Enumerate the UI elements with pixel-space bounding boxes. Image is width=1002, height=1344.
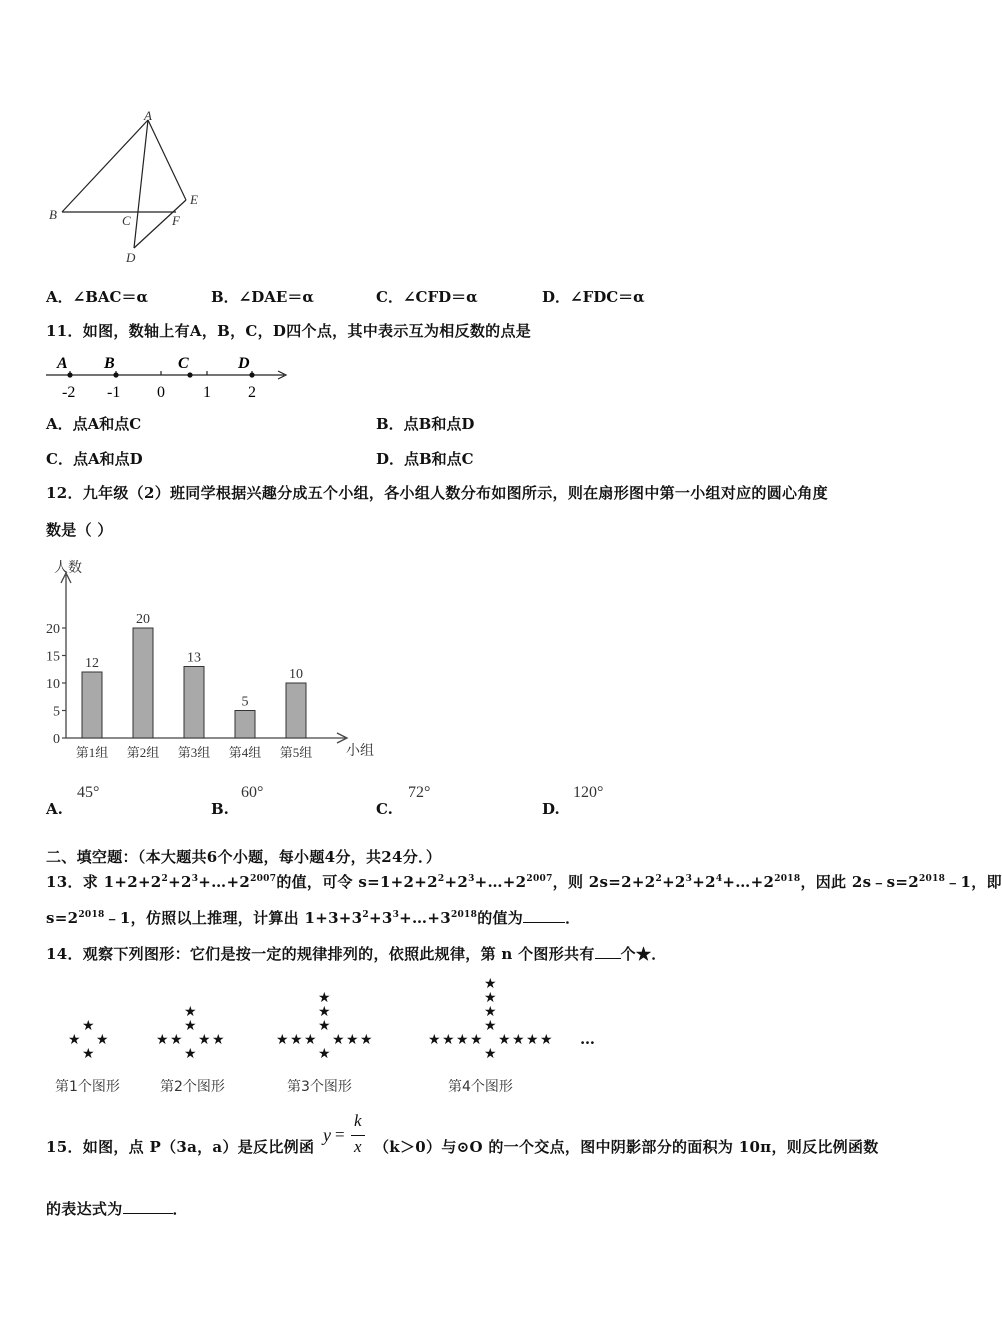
star-icon: ★: [198, 1032, 211, 1048]
chart-value-label-3: 13: [187, 650, 201, 666]
star-icon: ★: [484, 1018, 497, 1034]
point-label-b: B: [49, 207, 57, 222]
chart-value-label-4: 5: [241, 694, 249, 710]
q11-option-b: B．点B和点D: [376, 415, 475, 433]
nl-tick-neg2: -2: [62, 384, 76, 401]
chart-category-label-1: 第1组: [75, 745, 109, 760]
q15-stem-a: 15．如图，点 P（3a，a）是反比例函: [46, 1138, 315, 1156]
star-icon: ★: [540, 1032, 553, 1048]
q11-option-c: C．点A和点D: [46, 450, 143, 468]
q10-triangle-figure: [40, 108, 220, 268]
formula-denominator: x: [354, 1137, 362, 1156]
star-icon: ★: [212, 1032, 225, 1048]
formula-equals: =: [335, 1125, 345, 1144]
q10-option-a: A．∠BAC＝α: [46, 288, 149, 306]
star-icon: ★: [290, 1032, 303, 1048]
star-icon: ★: [470, 1032, 483, 1048]
star-icon: ★: [318, 1018, 331, 1034]
q14-figure-label-3: 第3个图形: [287, 1079, 352, 1095]
q13-line1: 13．求 $1+2+2^2+2^3+\dots+2^{2007}$的值，可令 $s=1+2+2^2+2^3+\dots+2^{2007}$，则 $2s=2+2^2+2^3+2^4+\dots+2^{2018}$，因此 $2s﹣s=2^{2018}﹣1$，即: [46, 873, 1002, 891]
nl-tick-neg1: -1: [107, 384, 121, 401]
star-icon: ★: [484, 976, 497, 992]
q10-option-b: B．∠DAE＝α: [211, 288, 314, 306]
star-icon: ★: [346, 1032, 359, 1048]
q14-answer-blank[interactable]: [595, 944, 621, 959]
nl-label-c: C: [178, 355, 189, 372]
chart-value-label-5: 10: [289, 667, 303, 682]
nl-label-d: D: [238, 355, 250, 372]
q12-option-b-letter: B.: [211, 800, 229, 818]
q12-option-a-letter: A.: [46, 800, 63, 818]
star-icon: ★: [484, 1046, 497, 1062]
chart-category-label-2: 第2组: [126, 745, 160, 760]
star-icon: ★: [170, 1032, 183, 1048]
q15-stem-b: （k＞0）与⊙O 的一个交点，图中阴影部分的面积为 10π，则反比例函数: [374, 1138, 879, 1156]
star-icon: ★: [360, 1032, 373, 1048]
star-icon: ★: [442, 1032, 455, 1048]
point-label-d: D: [126, 250, 136, 265]
section2-heading: 二、填空题：（本大题共6个小题，每小题4分，共24分．）: [46, 848, 442, 866]
q10-option-d: D．∠FDC＝α: [542, 288, 645, 306]
chart-bar-5: [286, 683, 306, 738]
star-icon: ★: [184, 1046, 197, 1062]
point-d-dot: [249, 372, 254, 377]
q11-number-line: [40, 350, 300, 405]
star-icon: ★: [318, 1004, 331, 1020]
nl-label-b: B: [104, 355, 115, 372]
point-label-f: F: [172, 213, 180, 228]
nl-tick-1: 1: [203, 384, 211, 401]
q14-ellipsis: …: [580, 1030, 595, 1048]
star-icon: ★: [304, 1032, 317, 1048]
star-icon: ★: [82, 1046, 95, 1062]
chart-ytick-label: 10: [46, 677, 60, 692]
q13-line2: $s=2^{2018}﹣1$，仿照以上推理，计算出 $1+3+3^2+3^3+\dots+3^{2018}$的值为 ．: [46, 909, 581, 927]
star-icon: ★: [484, 990, 497, 1006]
q11-stem: 11．如图，数轴上有A，B，C，D四个点，其中表示互为相反数的点是: [46, 322, 532, 340]
q12-option-d-value: 120°: [573, 784, 604, 801]
q15-line2: 的表达式为 ．: [46, 1200, 188, 1218]
chart-xlabel: 小组: [346, 744, 374, 759]
q14-stem: 14．观察下列图形：它们是按一定的规律排列的，依照此规律，第 n 个图形共有 个★．: [46, 945, 667, 963]
chart-value-label-1: 12: [85, 656, 99, 671]
q10-option-c: C．∠CFD＝α: [376, 288, 478, 306]
chart-category-label-3: 第3组: [177, 745, 211, 760]
star-icon: ★: [184, 1018, 197, 1034]
star-icon: ★: [68, 1032, 81, 1048]
star-icon: ★: [332, 1032, 345, 1048]
q12-bar-chart: [40, 555, 390, 770]
q14-figure-label-1: 第1个图形: [55, 1079, 120, 1095]
star-icon: ★: [82, 1018, 95, 1034]
q12-option-b-value: 60°: [241, 784, 264, 801]
q13-answer-blank[interactable]: [523, 908, 565, 923]
point-label-e: E: [190, 192, 198, 207]
formula-y: y: [323, 1125, 331, 1145]
star-icon: ★: [512, 1032, 525, 1048]
formula-fraction-bar: [351, 1135, 365, 1136]
chart-bar-3: [184, 667, 204, 739]
chart-bar-4: [235, 711, 255, 739]
chart-ytick-label: 0: [53, 732, 60, 747]
star-icon: ★: [318, 1046, 331, 1062]
nl-label-a: A: [57, 355, 68, 372]
star-icon: ★: [498, 1032, 511, 1048]
chart-ylabel: 人数: [54, 561, 82, 576]
chart-category-label-4: 第4组: [228, 745, 262, 760]
q11-option-d: D．点B和点C: [376, 450, 474, 468]
star-icon: ★: [484, 1004, 497, 1020]
nl-tick-0: 0: [157, 384, 165, 401]
q15-formula: [323, 1111, 369, 1161]
chart-ytick-label: 20: [46, 622, 60, 637]
chart-ytick-label: 15: [46, 649, 60, 665]
point-c-dot: [187, 372, 192, 377]
star-icon: ★: [456, 1032, 469, 1048]
star-icon: ★: [96, 1032, 109, 1048]
q12-option-c-letter: C.: [376, 800, 393, 818]
star-icon: ★: [156, 1032, 169, 1048]
star-icon: ★: [184, 1004, 197, 1020]
q12-stem-line2: 数是（ ）: [46, 521, 113, 539]
formula-numerator: k: [354, 1111, 362, 1130]
nl-tick-2: 2: [248, 384, 256, 401]
point-label-c: C: [122, 213, 131, 228]
star-icon: ★: [276, 1032, 289, 1048]
chart-category-label-5: 第5组: [279, 745, 313, 760]
q12-option-c-value: 72°: [408, 784, 431, 801]
star-icon: ★: [526, 1032, 539, 1048]
point-b-dot: [113, 372, 118, 377]
q11-option-a: A．点A和点C: [46, 415, 142, 433]
q12-option-a-value: 45°: [77, 784, 100, 801]
point-label-a: A: [144, 108, 152, 123]
q15-answer-blank[interactable]: [123, 1199, 173, 1214]
chart-bar-2: [133, 628, 153, 738]
q14-figure-label-4: 第4个图形: [448, 1079, 513, 1095]
q12-stem-line1: 12．九年级（2）班同学根据兴趣分成五个小组，各小组人数分布如图所示，则在扇形图中第一小组对应的圆心角度: [46, 484, 828, 502]
star-icon: ★: [318, 990, 331, 1006]
q14-figure-label-2: 第2个图形: [160, 1079, 225, 1095]
chart-bar-1: [82, 672, 102, 738]
q12-option-d-letter: D.: [542, 800, 560, 818]
point-a-dot: [67, 372, 72, 377]
chart-value-label-2: 20: [136, 612, 150, 627]
chart-ytick-label: 5: [53, 704, 60, 720]
star-icon: ★: [428, 1032, 441, 1048]
